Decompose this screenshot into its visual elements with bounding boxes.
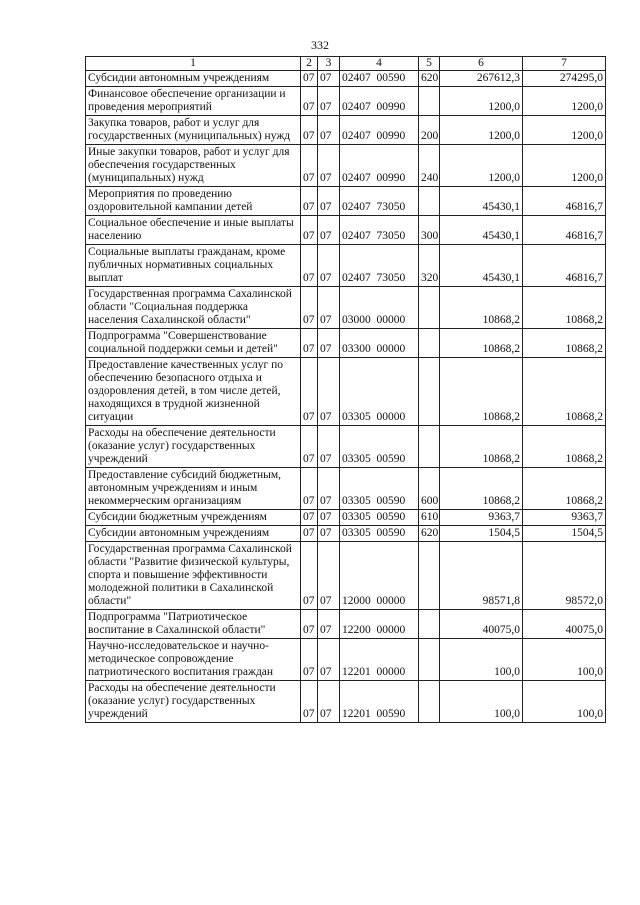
subsection-code: 07 [318, 510, 340, 526]
target-article-code: 03305 00590 [340, 510, 419, 526]
subsection-code: 07 [318, 610, 340, 639]
table-row [86, 426, 606, 468]
amount-year-1: 10868,2 [440, 287, 523, 329]
item-name: Научно-исследовательское и научно-методическое сопровождение патриотического воспитания граждан [86, 639, 301, 681]
column-number: 4 [340, 57, 419, 71]
amount-year-2: 98572,0 [523, 542, 606, 610]
target-article-code: 03305 00590 [340, 468, 419, 510]
column-number: 6 [440, 57, 523, 71]
expense-type-code [419, 681, 440, 723]
subsection-code: 07 [318, 426, 340, 468]
subsection-code: 07 [318, 245, 340, 287]
target-article-code: 03305 00000 [340, 358, 419, 426]
table-row [86, 358, 606, 426]
item-name: Субсидии бюджетным учреждениям [86, 510, 301, 526]
page-number: 332 [311, 38, 329, 52]
amount-year-1: 10868,2 [440, 358, 523, 426]
target-article-code: 02407 73050 [340, 245, 419, 287]
item-name: Субсидии автономным учреждениям [86, 526, 301, 542]
table-row [86, 245, 606, 287]
table-row [86, 71, 606, 87]
table-row [86, 87, 606, 116]
amount-year-2: 100,0 [523, 639, 606, 681]
subsection-code: 07 [318, 145, 340, 187]
section-code: 07 [301, 426, 318, 468]
expense-type-code [419, 426, 440, 468]
item-name: Государственная программа Сахалинской области "Развитие физической культуры, спорта и повышение эффективности молодежной политики в Сахалинской области" [86, 542, 301, 610]
expense-type-code [419, 187, 440, 216]
expense-type-code [419, 610, 440, 639]
subsection-code: 07 [318, 681, 340, 723]
amount-year-2: 10868,2 [523, 468, 606, 510]
subsection-code: 07 [318, 216, 340, 245]
table-row [86, 329, 606, 358]
expense-type-code [419, 542, 440, 610]
target-article-code: 03000 00000 [340, 287, 419, 329]
target-article-code: 12000 00000 [340, 542, 419, 610]
amount-year-2: 1200,0 [523, 145, 606, 187]
target-article-code: 12201 00000 [340, 639, 419, 681]
section-code: 07 [301, 329, 318, 358]
expense-type-code [419, 329, 440, 358]
table-row [86, 468, 606, 510]
amount-year-1: 10868,2 [440, 468, 523, 510]
section-code: 07 [301, 358, 318, 426]
subsection-code: 07 [318, 468, 340, 510]
section-code: 07 [301, 245, 318, 287]
amount-year-2: 46816,7 [523, 216, 606, 245]
amount-year-1: 1504,5 [440, 526, 523, 542]
section-code: 07 [301, 116, 318, 145]
table-row [86, 526, 606, 542]
section-code: 07 [301, 542, 318, 610]
target-article-code: 03305 00590 [340, 526, 419, 542]
amount-year-2: 40075,0 [523, 610, 606, 639]
subsection-code: 07 [318, 116, 340, 145]
column-number-row [86, 57, 606, 71]
table-row [86, 216, 606, 245]
section-code: 07 [301, 71, 318, 87]
expense-type-code: 240 [419, 145, 440, 187]
subsection-code: 07 [318, 71, 340, 87]
item-name: Финансовое обеспечение организации и проведения мероприятий [86, 87, 301, 116]
budget-table [85, 56, 606, 723]
subsection-code: 07 [318, 526, 340, 542]
amount-year-2: 46816,7 [523, 245, 606, 287]
target-article-code: 02407 00990 [340, 116, 419, 145]
item-name: Иные закупки товаров, работ и услуг для обеспечения государственных (муниципальных) нужд [86, 145, 301, 187]
item-name: Мероприятия по проведению оздоровительной кампании детей [86, 187, 301, 216]
amount-year-2: 274295,0 [523, 71, 606, 87]
table-row [86, 187, 606, 216]
column-number: 3 [318, 57, 340, 71]
column-number: 5 [419, 57, 440, 71]
amount-year-1: 45430,1 [440, 187, 523, 216]
amount-year-1: 1200,0 [440, 116, 523, 145]
expense-type-code: 620 [419, 526, 440, 542]
target-article-code: 02407 73050 [340, 216, 419, 245]
amount-year-2: 10868,2 [523, 426, 606, 468]
expense-type-code: 320 [419, 245, 440, 287]
column-number: 1 [86, 57, 301, 71]
item-name: Расходы на обеспечение деятельности (оказание услуг) государственных учреждений [86, 681, 301, 723]
section-code: 07 [301, 510, 318, 526]
amount-year-1: 100,0 [440, 639, 523, 681]
expense-type-code [419, 87, 440, 116]
target-article-code: 03300 00000 [340, 329, 419, 358]
expense-type-code: 620 [419, 71, 440, 87]
table-row [86, 145, 606, 187]
section-code: 07 [301, 187, 318, 216]
amount-year-2: 1200,0 [523, 87, 606, 116]
subsection-code: 07 [318, 287, 340, 329]
expense-type-code: 610 [419, 510, 440, 526]
target-article-code: 02407 00990 [340, 87, 419, 116]
subsection-code: 07 [318, 639, 340, 681]
amount-year-2: 10868,2 [523, 287, 606, 329]
item-name: Подпрограмма "Совершенствование социальной поддержки семьи и детей" [86, 329, 301, 358]
column-number: 7 [523, 57, 606, 71]
budget-table-body [86, 57, 606, 723]
item-name: Субсидии автономным учреждениям [86, 71, 301, 87]
amount-year-1: 100,0 [440, 681, 523, 723]
section-code: 07 [301, 468, 318, 510]
amount-year-1: 9363,7 [440, 510, 523, 526]
expense-type-code [419, 639, 440, 681]
target-article-code: 02407 73050 [340, 187, 419, 216]
item-name: Подпрограмма "Патриотическое воспитание в Сахалинской области" [86, 610, 301, 639]
column-number: 2 [301, 57, 318, 71]
target-article-code: 02407 00990 [340, 145, 419, 187]
amount-year-1: 267612,3 [440, 71, 523, 87]
amount-year-1: 1200,0 [440, 145, 523, 187]
amount-year-2: 46816,7 [523, 187, 606, 216]
expense-type-code: 200 [419, 116, 440, 145]
amount-year-1: 40075,0 [440, 610, 523, 639]
amount-year-2: 10868,2 [523, 358, 606, 426]
target-article-code: 03305 00590 [340, 426, 419, 468]
section-code: 07 [301, 681, 318, 723]
target-article-code: 12201 00590 [340, 681, 419, 723]
item-name: Государственная программа Сахалинской области "Социальная поддержка населения Сахалинской области" [86, 287, 301, 329]
item-name: Социальное обеспечение и иные выплаты населению [86, 216, 301, 245]
target-article-code: 02407 00590 [340, 71, 419, 87]
amount-year-1: 98571,8 [440, 542, 523, 610]
expense-type-code [419, 287, 440, 329]
item-name: Социальные выплаты гражданам, кроме публичных нормативных социальных выплат [86, 245, 301, 287]
subsection-code: 07 [318, 358, 340, 426]
item-name: Предоставление субсидий бюджетным, автономным учреждениям и иным некоммерческим организациям [86, 468, 301, 510]
section-code: 07 [301, 639, 318, 681]
table-row [86, 287, 606, 329]
section-code: 07 [301, 145, 318, 187]
amount-year-1: 10868,2 [440, 426, 523, 468]
table-row [86, 639, 606, 681]
amount-year-1: 1200,0 [440, 87, 523, 116]
subsection-code: 07 [318, 329, 340, 358]
amount-year-2: 10868,2 [523, 329, 606, 358]
section-code: 07 [301, 526, 318, 542]
amount-year-2: 1200,0 [523, 116, 606, 145]
item-name: Предоставление качественных услуг по обеспечению безопасного отдыха и оздоровления детей, в том числе детей, находящихся в трудной жизненной ситуации [86, 358, 301, 426]
section-code: 07 [301, 216, 318, 245]
table-row [86, 610, 606, 639]
amount-year-2: 9363,7 [523, 510, 606, 526]
subsection-code: 07 [318, 87, 340, 116]
expense-type-code [419, 358, 440, 426]
table-row [86, 681, 606, 723]
section-code: 07 [301, 610, 318, 639]
section-code: 07 [301, 87, 318, 116]
amount-year-2: 100,0 [523, 681, 606, 723]
item-name: Закупка товаров, работ и услуг для государственных (муниципальных) нужд [86, 116, 301, 145]
target-article-code: 12200 00000 [340, 610, 419, 639]
subsection-code: 07 [318, 542, 340, 610]
table-row [86, 116, 606, 145]
amount-year-1: 45430,1 [440, 245, 523, 287]
subsection-code: 07 [318, 187, 340, 216]
amount-year-1: 45430,1 [440, 216, 523, 245]
expense-type-code: 300 [419, 216, 440, 245]
amount-year-1: 10868,2 [440, 329, 523, 358]
table-row [86, 542, 606, 610]
item-name: Расходы на обеспечение деятельности (оказание услуг) государственных учреждений [86, 426, 301, 468]
section-code: 07 [301, 287, 318, 329]
expense-type-code: 600 [419, 468, 440, 510]
table-row [86, 510, 606, 526]
amount-year-2: 1504,5 [523, 526, 606, 542]
